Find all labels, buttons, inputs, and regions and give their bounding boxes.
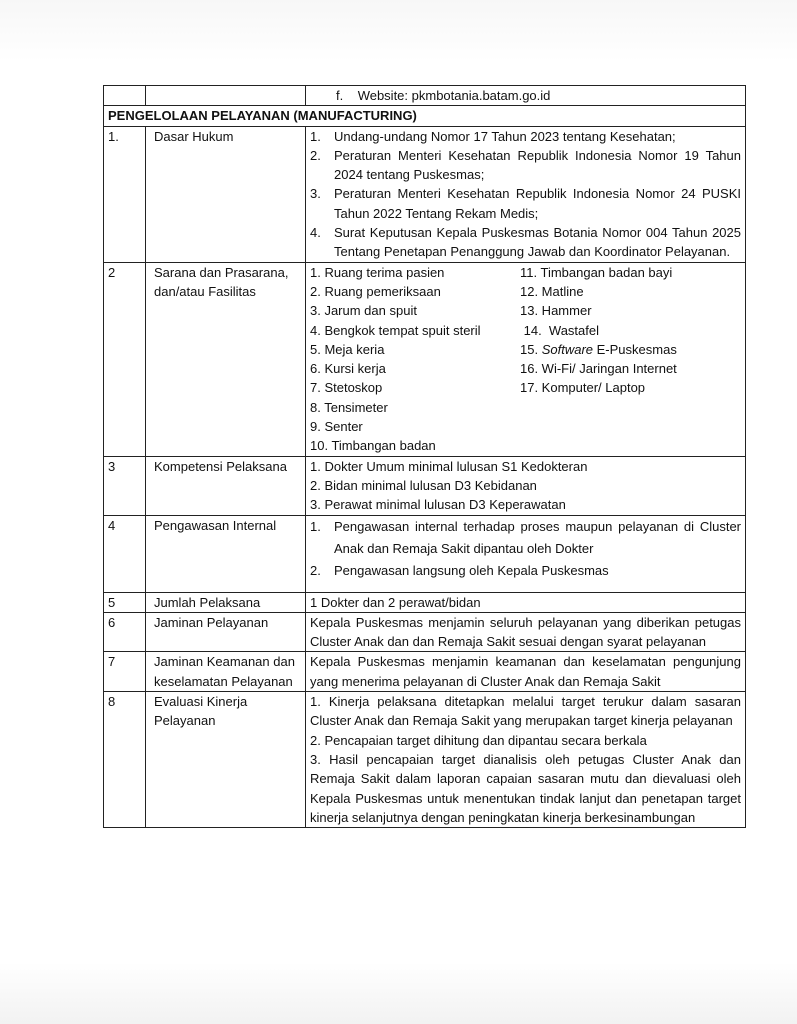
list-item: 1. Undang-undang Nomor 17 Tahun 2023 tentang Kesehatan; xyxy=(310,128,676,144)
row-content: 1 Dokter dan 2 perawat/bidan xyxy=(306,592,746,612)
paragraph: 3. Hasil pencapaian target dianalisis oleh petugas Cluster Anak dan Remaja Sakit dalam laporan capaian sasaran mutu dan dievaluasi oleh Kepala Puskesmas untuk menentukan tindak lanjut dan penetapan target kinerja selanjutnya dengan peningkatan kinerja berkesinambungan xyxy=(310,751,741,825)
paragraph: 2. Pencapaian target dihitung dan dipantau secara berkala xyxy=(310,732,647,748)
service-table xyxy=(103,85,746,828)
list-item: 7. Stetoskop xyxy=(310,380,383,396)
paragraph: 1. Kinerja pelaksana ditetapkan melalui target terukur dalam sasaran Cluster Anak dan Remaja Sakit yang merupakan target kinerja pelayanan xyxy=(310,694,741,729)
row-content xyxy=(306,456,746,515)
row-content xyxy=(306,692,746,828)
row-label: Evaluasi Kinerja Pelayanan xyxy=(146,692,306,828)
facilities-list xyxy=(310,263,741,456)
facilities-right-column xyxy=(520,263,741,456)
row-label: Sarana dan Prasarana, dan/atau Fasilitas xyxy=(146,262,306,456)
row-label: Kompetensi Pelaksana xyxy=(146,456,306,515)
row-label: Jaminan Pelayanan xyxy=(146,612,306,652)
list-item: 3. Jarum dan spuit xyxy=(310,303,417,319)
section-row xyxy=(104,106,746,126)
list-item: 12. Matline xyxy=(520,283,584,299)
row-content: Kepala Puskesmas menjamin seluruh pelayanan yang diberikan petugas Cluster Anak dan dan Remaja Sakit sesuai dengan syarat pelayanan xyxy=(306,612,746,652)
table-row xyxy=(104,652,746,692)
row-label: Jaminan Keamanan dan keselamatan Pelayanan xyxy=(146,652,306,692)
row-label: Pengawasan Internal xyxy=(146,515,306,592)
table-row xyxy=(104,126,746,262)
row-number: 4 xyxy=(104,515,146,592)
list-item: 13. Hammer xyxy=(520,303,592,319)
row-number: 2 xyxy=(104,262,146,456)
table-row xyxy=(104,515,746,592)
supervision-list xyxy=(310,516,741,582)
table-row xyxy=(104,592,746,612)
list-item: 10. Timbangan badan xyxy=(310,438,436,454)
table-row xyxy=(104,262,746,456)
list-item: 2. Ruang pemeriksaan xyxy=(310,283,441,299)
table-row xyxy=(104,692,746,828)
row-label: Dasar Hukum xyxy=(146,126,306,262)
list-item: 14. Wastafel xyxy=(520,322,599,338)
row-content: Kepala Puskesmas menjamin keamanan dan keselamatan pengunjung yang menerima pelayanan di Cluster Anak dan Remaja Sakit xyxy=(306,652,746,692)
facilities-left-column xyxy=(310,263,520,456)
list-item: 1. Dokter Umum minimal lulusan S1 Kedokteran xyxy=(310,458,588,474)
table-row xyxy=(104,456,746,515)
list-item: 1. Pengawasan internal terhadap proses maupun pelayanan di Cluster Anak dan Remaja Sakit dipantau oleh Dokter xyxy=(310,518,741,556)
website-letter: f. xyxy=(336,88,344,103)
table-row xyxy=(104,612,746,652)
list-item: 3. Peraturan Menteri Kesehatan Republik Indonesia Nomor 24 PUSKI Tahun 2022 Tentang Rekam Medis; xyxy=(310,186,741,221)
list-item: 6. Kursi kerja xyxy=(310,361,386,377)
list-item: 5. Meja keria xyxy=(310,341,385,357)
list-item: 11. Timbangan badan bayi xyxy=(520,264,673,280)
list-item: 15. Software E-Puskesmas xyxy=(520,341,677,357)
list-item: 1. Ruang terima pasien xyxy=(310,264,445,280)
row-content xyxy=(306,515,746,592)
website-row xyxy=(104,86,746,106)
website-text: Website: pkmbotania.batam.go.id xyxy=(357,88,551,103)
list-item: 4. Surat Keputusan Kepala Puskesmas Botania Nomor 004 Tahun 2025 Tentang Penetapan Penanggung Jawab dan Koordinator Pelayanan. xyxy=(310,225,741,260)
list-item: 3. Perawat minimal lulusan D3 Keperawatan xyxy=(310,497,566,513)
row-content xyxy=(306,262,746,456)
row-number: 8 xyxy=(104,692,146,828)
list-item: 2. Peraturan Menteri Kesehatan Republik Indonesia Nomor 19 Tahun 2024 tentang Puskesmas; xyxy=(310,147,741,183)
row-number: 1. xyxy=(104,126,146,262)
row-number: 6 xyxy=(104,612,146,652)
list-item: 16. Wi-Fi/ Jaringan Internet xyxy=(520,361,677,377)
row-label: Jumlah Pelaksana xyxy=(146,592,306,612)
list-item: 8. Tensimeter xyxy=(310,399,388,415)
legal-basis-list xyxy=(310,127,741,262)
list-item: 17. Komputer/ Laptop xyxy=(520,380,646,396)
list-item: 2. Bidan minimal lulusan D3 Kebidanan xyxy=(310,477,537,493)
list-item: 2. Pengawasan langsung oleh Kepala Puskesmas xyxy=(310,562,609,578)
row-number: 5 xyxy=(104,592,146,612)
row-content xyxy=(306,126,746,262)
row-number: 3 xyxy=(104,456,146,515)
list-item: 9. Senter xyxy=(310,419,363,435)
list-item: 4. Bengkok tempat spuit steril xyxy=(310,322,481,338)
row-number: 7 xyxy=(104,652,146,692)
section-title: PENGELOLAAN PELAYANAN (MANUFACTURING) xyxy=(104,106,746,126)
